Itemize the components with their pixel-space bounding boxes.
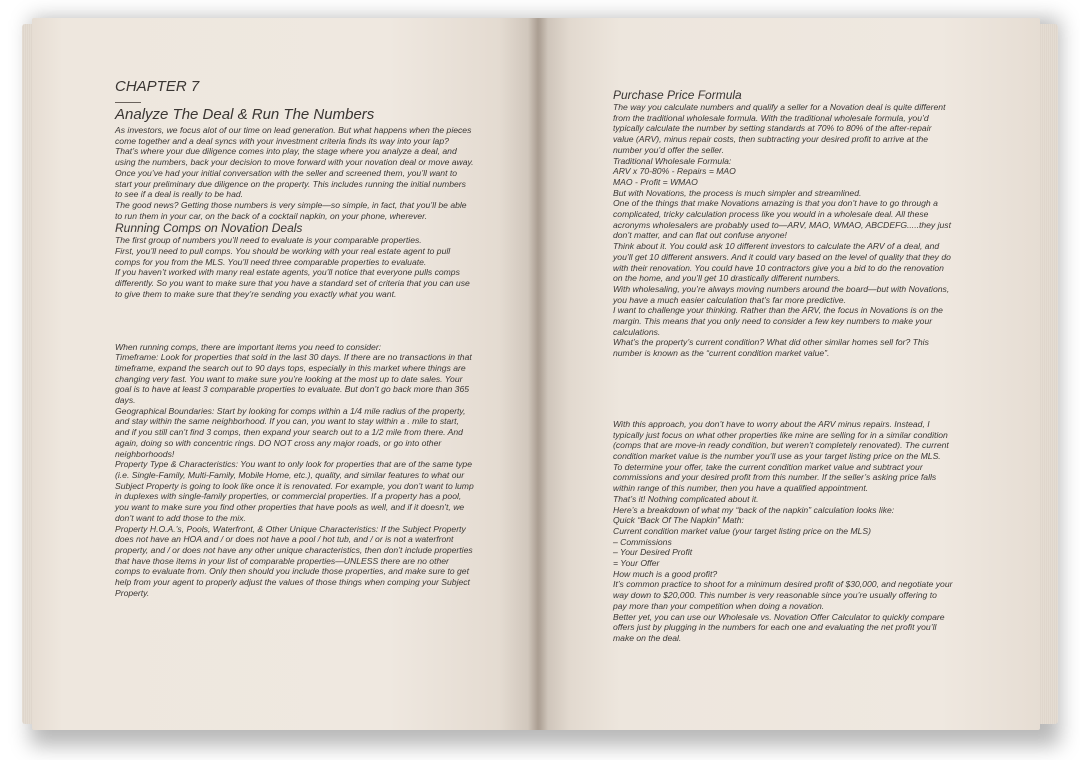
section-heading: Purchase Price Formula [613,88,742,102]
formula-line: Current condition market value (your target listing price on the MLS) [613,525,871,536]
formula-line: ARV x 70-80% - Repairs = MAO [613,166,736,177]
paragraph: Property Type & Characteristics: You want to only look for properties that are of the same type (i.e. Single-Family, Multi-Family, Mobile Home, etc.), quality, and similar features to what our Subject Property is going to look like once it is renovated. For example, you don’t want to lump in duplexes with single-family properties, or commercial properties. If a property has a pool, you want to make sure you find other properties that have pools as well, and if it doesn’t, we don’t want to add those to the mix. [115,459,474,523]
paragraph: To determine your offer, take the current condition market value and subtract your commissions and your desired profit from this number. If the seller’s asking price falls within range of this number, then you have a qualified appointment. [613,461,937,494]
formula-line: = Your Offer [613,558,660,569]
paragraph: That’s it! Nothing complicated about it. [613,493,759,504]
chapter-rule [115,102,141,103]
paragraph: That’s where your due diligence comes into play, the stage where you analyze a deal, and using the numbers, back your decision to move forward with your novation deal or move away. Once you’ve had your initial conversation with the seller and screened them, you’ll want to start your preliminary due diligence on the property. This includes running the initial numbers to see if a deal is really to be had. [115,146,474,200]
paragraph: Better yet, you can use our Wholesale vs. Novation Offer Calculator to quickly compare offers just by plugging in the numbers for each one and evaluating the net profit you’ll make on the deal. [613,611,945,643]
paragraph: The way you calculate numbers and qualify a seller for a Novation deal is quite different from the traditional wholesale formula. With the traditional wholesale formula, you’d typically calculate the number by setting standards at 70% to 80% of the after-repair value (ARV), minus repair costs, then subtracting your desired profit to arrive at the number you’d offer the seller. [613,102,946,155]
paragraph: With wholesaling, you’re always moving numbers around the board—but with Novations, you have a much easier calculation that’s far more predictive. [613,283,950,305]
paragraph: Property H.O.A.’s, Pools, Waterfront, & Other Unique Characteristics: If the Subject Property does not have an HOA and / or does not have a pool / hot tub, and / or is not a waterfront property, and / or does not have any other unique characteristics, then don’t include properties that have those items in your list of comparable properties—UNLESS there are no other comps to evaluate from. Only then should you include those properties, and make sure to get help from your agent to properly adjust the values of those things when comping your Subject Property. [115,523,473,598]
open-book [22,10,1058,736]
paragraph: Quick “Back Of The Napkin” Math: [613,515,744,526]
paragraph: First, you’ll need to pull comps. You should be working with your real estate agent to pull comps for you from the MLS. You’ll need three comparable properties to evaluate. [115,246,451,267]
paragraph: If you haven’t worked with many real estate agents, you’ll notice that everyone pulls comps differently. So you want to make sure that you have a standard set of criteria that you can use to give them to make sure that they’re sending you exactly what you want. [115,267,470,299]
paragraph: Traditional Wholesale Formula: [613,155,732,166]
formula-line: – Your Desired Profit [613,547,693,558]
paragraph: When running comps, there are important items you need to consider: [115,341,382,352]
paragraph: How much is a good profit? [613,568,718,579]
paragraph: As investors, we focus alot of our time on lead generation. But what happens when the pieces come together and a deal syncs with your investment criteria finds its way into your lap? [115,125,472,146]
paragraph: The first group of numbers you’ll need to evaluate is your comparable properties. [115,235,422,246]
left-page-text [115,78,475,598]
formula-line: – Commissions [613,536,672,547]
paragraph: Think about it. You could ask 10 different investors to calculate the ARV of a deal, and you’ll get 10 different answers. And it could vary based on the level of quality that they do with their renovation. You could have 10 contractors give you a bid to do the renovation on the home, and you’ll get 10 drastically different numbers. [613,241,951,284]
chapter-title: Analyze The Deal & Run The Numbers [115,106,375,123]
left-page [32,18,540,730]
paragraph: I want to challenge your thinking. Rather than the ARV, the focus in Novations is on the margin. This means that you only need to consider a few key numbers to make your calculations. [613,305,943,337]
book-gutter [528,18,548,730]
paragraph: But with Novations, the process is much simpler and streamlined. [613,187,862,198]
paragraph: Geographical Boundaries: Start by looking for comps within a 1/4 mile radius of the property, and stay within the same neighborhood. If you can, you want to stay within a . mile to start, and if you still can’t find 3 comps, then expand your search out to a 1/2 mile from there. And again, doing so with concentric rings. DO NOT cross any major roads, or go into other neighborhoods! [115,405,466,459]
chapter-label: CHAPTER 7 [115,78,200,95]
paragraph: With this approach, you don’t have to worry about the ARV minus repairs. Instead, I typically just focus on what other properties like mine are selling for in a similar condition (comps that are move-in ready condition, but weren’t completely renovated). The current condition market value is the number you’ll use as your target listing price on the MLS. [613,418,949,461]
paragraph: It’s common practice to shoot for a minimum desired profit of $30,000, and negotiate your way down to $20,000. This number is very reasonable since you’re usually offering to pay more than your competition when doing a novation. [613,579,953,611]
paragraph: What’s the property’s current condition? What did other similar homes sell for? This number is known as the “current condition market value”. [613,337,929,359]
formula-line: MAO - Profit = WMAO [613,176,698,187]
spacer [613,359,953,419]
section-heading: Running Comps on Novation Deals [115,221,303,236]
paragraph: Timeframe: Look for properties that sold in the last 30 days. If there are no transactions in that timeframe, expand the search out to 90 days tops, especially in this market where things are changing very fast. You want to make sure you’re looking at the most up to date sales. Your goal is to have at least 3 comparable properties to evaluate. But don’t go back more than 365 days. [115,352,472,406]
paragraph: Here’s a breakdown of what my “back of the napkin” calculation looks like: [613,504,895,515]
right-page-text [613,88,953,644]
right-page [540,18,1040,730]
paragraph: One of the things that make Novations amazing is that you don’t have to go through a complicated, tricky calculation process like you would in a wholesale deal. All these acronyms wholesalers are probably used to—ARV, MAO, WMAO, ABCDEFG.....they just don’t matter, and can flat out confuse anyone! [613,198,951,241]
spacer [115,300,475,342]
paragraph: The good news? Getting those numbers is very simple—so simple, in fact, that you’ll be able to run them in your car, on the back of a cocktail napkin, on your phone, wherever. [115,199,467,221]
